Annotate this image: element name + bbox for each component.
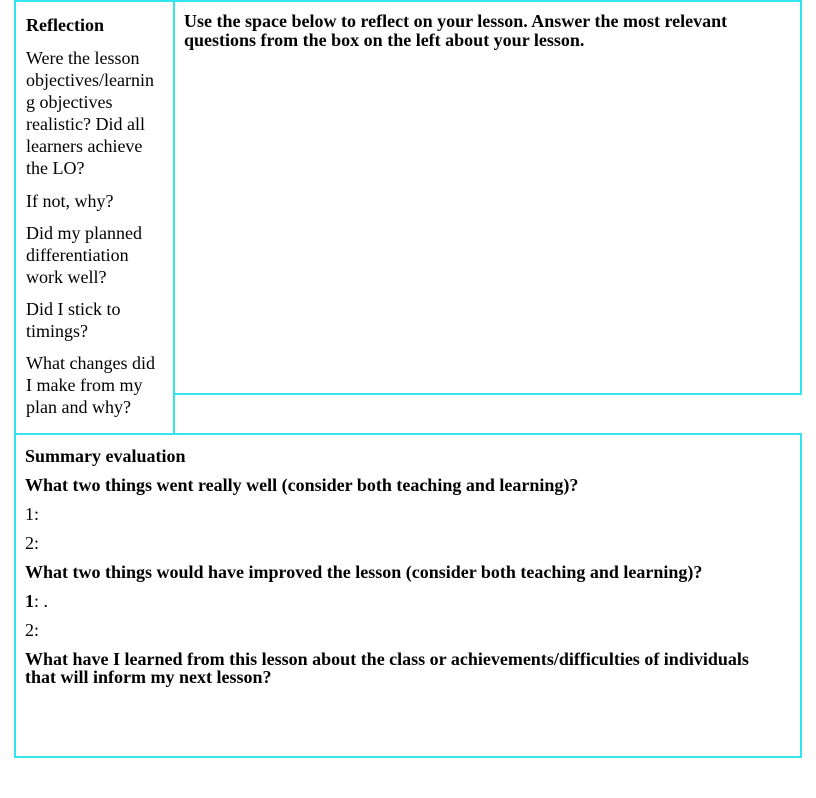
reflection-prompts-cell (14, 0, 175, 435)
reflection-question: Did my planned differentiation work well? (26, 223, 142, 287)
went-well-answer-1: 1: (25, 504, 40, 524)
improve-answer-2: 2: (25, 620, 40, 640)
reflection-question: What changes did I make from my plan and why? (26, 353, 155, 417)
reflection-question: If not, why? (26, 191, 114, 211)
reflection-question: Were the lesson objectives/learnin g objectives realistic? Did all learners achieve the LO? (26, 48, 154, 178)
improve-question: What two things would have improved the lesson (consider both teaching and learning)? (25, 562, 703, 582)
empty-cell (173, 393, 802, 435)
reflection-instruction: Use the space below to reflect on your lesson. Answer the most relevant questions from the box on the left about your lesson. (184, 11, 728, 50)
went-well-answer-2: 2: (25, 533, 40, 553)
improve-answer-1: 1: . (25, 591, 49, 611)
summary-heading: Summary evaluation (25, 446, 186, 466)
summary-evaluation-cell[interactable] (14, 433, 802, 758)
learned-question: What have I learned from this lesson about the class or achievements/difficulties of individuals that will inform my next lesson? (25, 649, 749, 687)
reflection-heading: Reflection (26, 15, 104, 35)
reflection-question: Did I stick to timings? (26, 299, 121, 341)
reflection-answer-cell[interactable] (173, 0, 802, 395)
went-well-question: What two things went really well (consider both teaching and learning)? (25, 475, 579, 495)
